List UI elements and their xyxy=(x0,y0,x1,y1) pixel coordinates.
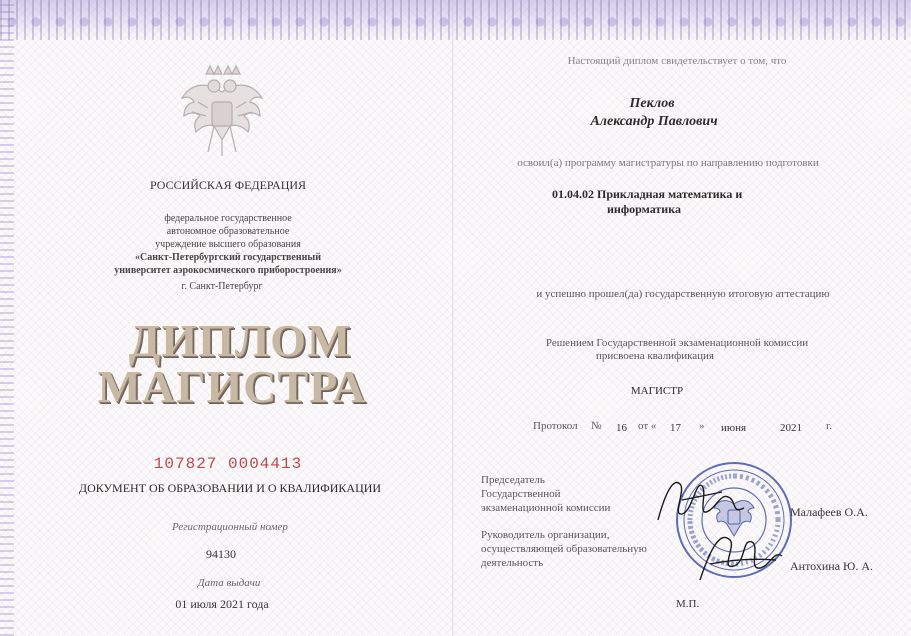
registration-label: Регистрационный номер xyxy=(172,521,288,533)
chair-title-line1: Председатель xyxy=(481,474,545,486)
head-signature xyxy=(690,520,790,590)
program-intro: освоил(а) программу магистратуры по направлению подготовки xyxy=(517,157,819,169)
protocol-month: июня xyxy=(721,422,747,434)
decision-line1: Решением Государственной экзаменационной комиссии xyxy=(545,337,809,349)
program-line2: информатика xyxy=(607,202,681,216)
org-city: г. Санкт-Петербург xyxy=(181,281,263,292)
diploma-title-line1: ДИПЛОМ xyxy=(128,315,352,366)
document-type: ДОКУМЕНТ ОБ ОБРАЗОВАНИИ И О КВАЛИФИКАЦИИ xyxy=(78,481,382,495)
protocol-number-sign: № xyxy=(591,420,602,432)
protocol-close-quote: » xyxy=(699,420,705,432)
protocol-from-label: от « xyxy=(638,420,657,432)
country-name: РОССИЙСКАЯ ФЕДЕРАЦИЯ xyxy=(149,178,307,192)
serial-number: 107827 0004413 xyxy=(153,455,303,473)
intro-text: Настоящий диплом свидетельствует о том, что xyxy=(567,55,787,67)
graduate-name: Александр Павлович xyxy=(590,114,718,129)
org-line: университет аэрокосмического приборостроения» xyxy=(114,265,342,276)
protocol-year-suffix: г. xyxy=(826,420,833,432)
coat-of-arms-emblem xyxy=(178,62,266,160)
org-line: учреждение высшего образования xyxy=(155,239,301,250)
qualification: МАГИСТР xyxy=(630,385,684,397)
head-title-line3: деятельность xyxy=(481,557,544,569)
issue-date-label: Дата выдачи xyxy=(197,577,261,589)
head-title-line2: осуществляющей образовательную xyxy=(481,543,647,555)
decorative-border-left xyxy=(0,0,14,636)
chair-title-line3: экзаменационной комиссии xyxy=(481,502,611,514)
protocol-number: 16 xyxy=(616,422,627,434)
org-line: федеральное государственное xyxy=(164,213,292,224)
seal-place-mark: М.П. xyxy=(676,598,700,610)
chair-name: Малафеев О.А. xyxy=(790,505,868,519)
decorative-border-top xyxy=(0,0,911,40)
chair-title-line2: Государственной xyxy=(481,488,561,500)
registration-number: 94130 xyxy=(206,547,236,561)
page-fold xyxy=(452,0,454,636)
protocol-year: 2021 xyxy=(780,422,802,434)
protocol-day: 17 xyxy=(670,422,681,434)
head-name: Антохина Ю. А. xyxy=(790,559,874,573)
org-line: «Санкт-Петербургский государственный xyxy=(135,252,321,263)
graduate-surname: Пеклов xyxy=(629,96,675,111)
head-title-line1: Руководитель организации, xyxy=(481,529,610,541)
attestation-text: и успешно прошел(да) государственную итоговую аттестацию xyxy=(536,288,830,300)
program-line1: 01.04.02 Прикладная математика и xyxy=(552,187,743,201)
decision-line2: присвоена квалификация xyxy=(596,350,714,362)
protocol-label: Протокол xyxy=(533,420,578,432)
org-line: автономное образовательное xyxy=(166,226,290,237)
diploma-title-line2: МАГИСТРА xyxy=(97,361,367,412)
issue-date: 01 июля 2021 года xyxy=(175,597,269,611)
